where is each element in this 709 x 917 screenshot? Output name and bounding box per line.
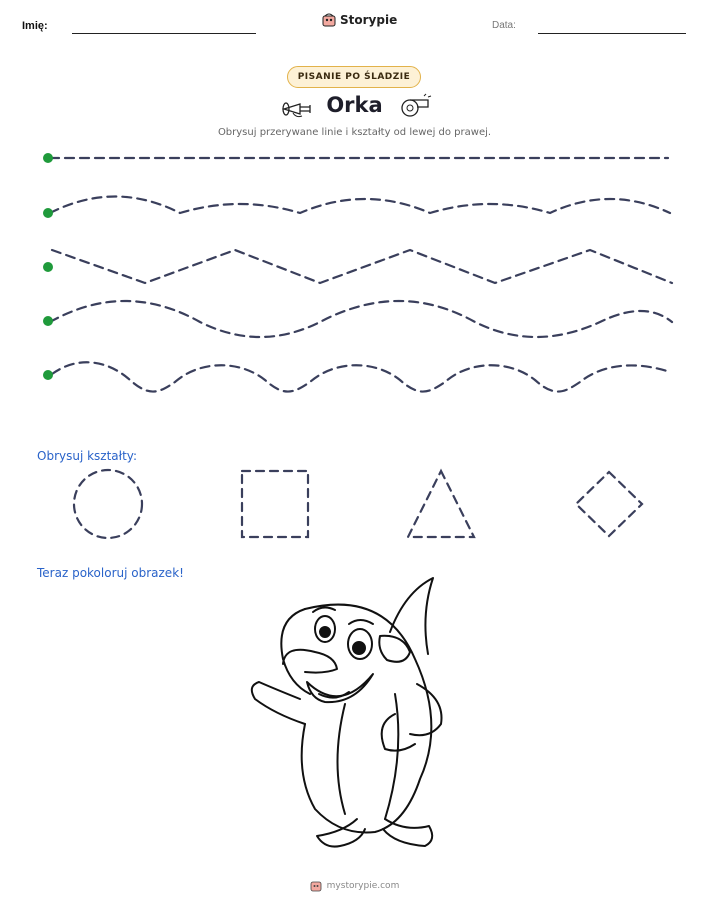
brand-text: Storypie <box>340 13 398 27</box>
trace-line-zigzag <box>52 250 672 283</box>
brand <box>322 13 397 27</box>
whistle-icon <box>398 93 434 119</box>
trace-line-wave-3 <box>52 362 670 391</box>
start-dot <box>43 316 53 326</box>
activity-badge <box>287 66 421 88</box>
tracing-shapes <box>0 466 709 546</box>
shapes-heading: Obrysuj kształty: <box>37 449 138 463</box>
trace-line-wave-1 <box>50 197 670 214</box>
start-dot <box>43 153 53 163</box>
footer <box>0 880 709 892</box>
badge-text: PISANIE PO ŚLADZIE <box>297 72 411 82</box>
trace-line-wave-2 <box>50 301 672 337</box>
start-dot <box>43 262 53 272</box>
start-dot <box>43 370 53 380</box>
orca-coloring-image <box>245 574 475 864</box>
coloring-heading: Teraz pokoloruj obrazek! <box>37 566 184 580</box>
start-dot <box>43 208 53 218</box>
storypie-logo-icon <box>310 880 322 892</box>
name-label: Imię: <box>22 20 48 32</box>
footer-url[interactable]: mystorypie.com <box>326 881 400 891</box>
trace-circle <box>74 470 142 538</box>
date-label: Data: <box>492 20 516 31</box>
trace-square <box>242 471 308 537</box>
instruction-text: Obrysuj przerywane linie i kształty od lewej do prawej. <box>217 127 492 138</box>
trace-triangle <box>408 471 474 537</box>
name-write-line[interactable] <box>72 33 256 34</box>
date-write-line[interactable] <box>538 33 686 34</box>
tracing-lines <box>0 140 709 400</box>
trace-diamond <box>576 472 642 536</box>
page-title: Orka <box>326 93 383 117</box>
storypie-logo-icon <box>322 13 336 27</box>
